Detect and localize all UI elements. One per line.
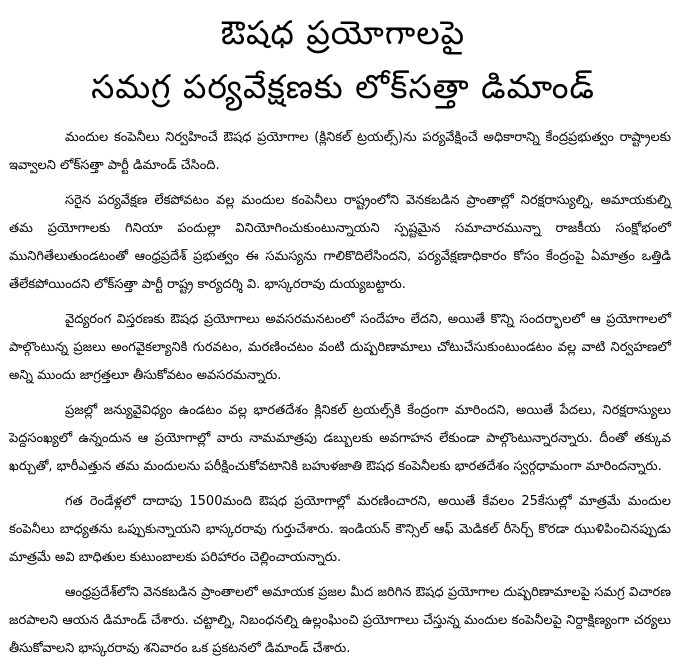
headline-line-2: సమగ్ర పర్యవేక్షణకు లోక్‌సత్తా డిమాండ్	[91, 67, 595, 106]
paragraph-2: సరైన పర్యవేక్షణ లేకపోవటం వల్ల మందుల కంపెనీలు రాష్ట్రంలోని వెనకబడిన ప్రాంతాల్లో నిరక్షరాస్యుల్ని, అమాయకుల్ని తమ ప్రయోగాలకు గినియా పందుల్లా వినియోగించుకుంటున్నాయని స్పష్టమైన సమాచారమున్నా రాజకీయ సంక్షోభంలో మునిగితేలుతుండటంతో ఆంధ్రప్రదేశ్ ప్రభుత్వం ఈ సమస్యను గాలికొదిలేసిందని, పర్యవేక్షణాధికారం కోసం కేంద్రంపై ఏమాత్రం ఒత్తిడి తేలేకపోయిందని లోక్‌సత్తా పార్టీ రాష్ట్ర కార్యదర్శి వి. భాస్కరరావు దుయ్యబట్టారు.	[9, 193, 671, 292]
article-body	[9, 124, 671, 670]
paragraph-5: గత రెండేళ్లలో దాదాపు 1500మంది ఔషధ ప్రయోగాల్లో మరణించారని, అయితే కేవలం 25కేసుల్లో మాత్రమే మందుల కంపెనీలు బాధ్యతను ఒప్పుకున్నాయని భాస్కరరావు గుర్తుచేశారు. ఇండియన్ కౌన్సిల్ ఆఫ్ మెడికల్ రీసెర్చ్ కొరడా ఝుళిపించినప్పుడు మాత్రమే అవి బాధితుల కుటుంబాలకు పరిహారం చెల్లించాయన్నారు.	[9, 494, 671, 565]
headline	[0, 0, 686, 114]
headline-line-1: ఔషధ ప్రయోగాలపై	[220, 13, 466, 52]
paragraph-4: ప్రజల్లో జన్యువైవిధ్యం ఉండటం వల్ల భారతదేశం క్లినికల్ ట్రయల్స్‌కి కేంద్రంగా మారిందని, అయితే పేదలు, నిరక్షరాస్యులు పెద్దసంఖ్యలో ఉన్నందున ఆ ప్రయోగాల్లో వారు నామమాత్రపు డబ్బులకు అవగాహన లేకుండా పాల్గొంటున్నారన్నారు. దీంతో తక్కువ ఖర్చుతో, భారీఎత్తున తమ మందులను పరీక్షించుకోవటానికి బహుళజాతి ఔషధ కంపెనీలకు భారతదేశం స్వర్గధామంగా మారిందన్నారు.	[9, 403, 671, 474]
paragraph-6: ఆంధ్రప్రదేశ్‌లోని వెనకబడిన ప్రాంతాలలో అమాయక ప్రజల మీద జరిగిన ఔషధ ప్రయోగాల దుష్పరిణామాలపై సమగ్ర విచారణ జరపాలని ఆయన డిమాండ్ చేశారు. చట్టాల్ని, నిబంధనల్ని ఉల్లంఘించి ప్రయోగాలు చేస్తున్న మందుల కంపెనీలపై నిర్దాక్షిణ్యంగా చర్యలు తీసుకోవాలని భాస్కరరావు శనివారం ఒక ప్రకటనలో డిమాండ్ చేశారు.	[9, 585, 671, 656]
paragraph-1: మందుల కంపెనీలు నిర్వహించే ఔషధ ప్రయోగాల (క్లినికల్ ట్రయల్స్)ను పర్యవేక్షించే అధికారాన్ని కేంద్రప్రభుత్వం రాష్ట్రాలకు ఇవ్వాలని లోక్‌సత్తా పార్టీ డిమాండ్ చేసింది.	[9, 130, 671, 173]
paragraph-3: వైద్యరంగ విస్తరణకు ఔషధ ప్రయోగాలు అవసరమనటంలో సందేహం లేదని, అయితే కొన్ని సందర్భాలలో ఆ ప్రయోగాలలో పాల్గొంటున్న ప్రజలు అంగవైకల్యానికి గురవటం, మరణించటం వంటి దుష్పరిణామాలు చోటుచేసుకుంటుండటం వల్ల వాటి నిర్వహణలో అన్ని ముందు జాగ్రత్తలూ తీసుకోవటం అవసరమన్నారు.	[9, 312, 671, 383]
